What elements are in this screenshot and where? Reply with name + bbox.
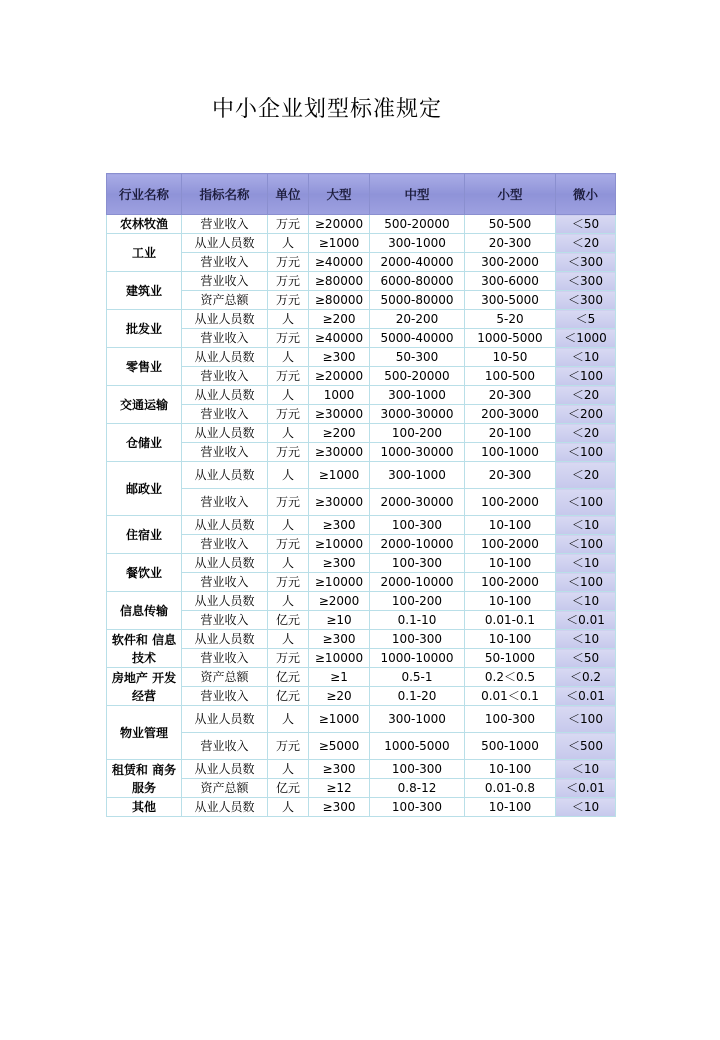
micro-cell: ＜20 [556,424,616,443]
small-cell: 100-1000 [465,443,556,462]
table-row [107,424,616,443]
medium-cell: 2000-40000 [370,253,465,272]
small-cell: 50-1000 [465,649,556,668]
unit-cell: 亿元 [268,687,309,706]
small-cell: 0.01＜0.1 [465,687,556,706]
unit-cell: 人 [268,310,309,329]
indicator-cell: 营业收入 [182,215,268,234]
unit-cell: 万元 [268,291,309,310]
medium-cell: 300-1000 [370,706,465,733]
medium-cell: 100-200 [370,424,465,443]
large-cell: ≥20000 [309,367,370,386]
micro-cell: ＜20 [556,234,616,253]
table-row [107,516,616,535]
unit-cell: 万元 [268,329,309,348]
indicator-cell: 营业收入 [182,367,268,386]
small-cell: 100-2000 [465,535,556,554]
unit-cell: 万元 [268,272,309,291]
micro-cell: ＜200 [556,405,616,424]
industry-name-cell: 餐饮业 [107,554,182,592]
large-cell: ≥10 [309,611,370,630]
table-row [107,687,616,706]
small-cell: 1000-5000 [465,329,556,348]
industry-name-cell: 信息传输 [107,592,182,630]
large-cell: ≥1000 [309,706,370,733]
micro-cell: ＜100 [556,489,616,516]
indicator-cell: 从业人员数 [182,592,268,611]
micro-cell: ＜500 [556,733,616,760]
industry-name-cell: 交通运输 [107,386,182,424]
micro-cell: ＜20 [556,386,616,405]
micro-cell: ＜0.2 [556,668,616,687]
indicator-cell: 从业人员数 [182,234,268,253]
medium-cell: 1000-5000 [370,733,465,760]
indicator-cell: 从业人员数 [182,348,268,367]
small-cell: 0.01-0.1 [465,611,556,630]
small-cell: 10-100 [465,592,556,611]
unit-cell: 人 [268,516,309,535]
industry-name-cell: 住宿业 [107,516,182,554]
small-cell: 0.2＜0.5 [465,668,556,687]
large-cell: ≥300 [309,348,370,367]
medium-cell: 300-1000 [370,386,465,405]
indicator-cell: 从业人员数 [182,424,268,443]
unit-cell: 人 [268,462,309,489]
unit-cell: 万元 [268,535,309,554]
table-row [107,405,616,424]
indicator-cell: 营业收入 [182,489,268,516]
unit-cell: 万元 [268,443,309,462]
header-row [107,174,616,215]
micro-cell: ＜100 [556,443,616,462]
small-cell: 10-100 [465,516,556,535]
industry-name-cell: 农林牧渔 [107,215,182,234]
table-row [107,798,616,817]
unit-cell: 人 [268,592,309,611]
unit-cell: 万元 [268,649,309,668]
medium-cell: 3000-30000 [370,405,465,424]
small-cell: 10-50 [465,348,556,367]
table-row [107,489,616,516]
micro-cell: ＜100 [556,573,616,592]
table-row [107,272,616,291]
unit-cell: 亿元 [268,779,309,798]
indicator-cell: 从业人员数 [182,310,268,329]
indicator-cell: 从业人员数 [182,516,268,535]
unit-cell: 人 [268,706,309,733]
indicator-cell: 营业收入 [182,443,268,462]
indicator-cell: 营业收入 [182,272,268,291]
table-row [107,462,616,489]
medium-cell: 2000-10000 [370,535,465,554]
indicator-cell: 营业收入 [182,253,268,272]
unit-cell: 人 [268,424,309,443]
medium-cell: 6000-80000 [370,272,465,291]
large-cell: ≥10000 [309,573,370,592]
indicator-cell: 营业收入 [182,687,268,706]
header-industry: 行业名称 [107,174,182,215]
small-cell: 300-5000 [465,291,556,310]
table-row [107,760,616,779]
table-row [107,535,616,554]
industry-name-cell: 邮政业 [107,462,182,516]
large-cell: ≥200 [309,424,370,443]
micro-cell: ＜5 [556,310,616,329]
large-cell: ≥40000 [309,253,370,272]
medium-cell: 0.1-10 [370,611,465,630]
large-cell: ≥300 [309,630,370,649]
header-large: 大型 [309,174,370,215]
header-small: 小型 [465,174,556,215]
table-row [107,779,616,798]
industry-name-cell: 其他 [107,798,182,817]
large-cell: ≥1 [309,668,370,687]
unit-cell: 万元 [268,367,309,386]
unit-cell: 万元 [268,733,309,760]
table-row [107,733,616,760]
micro-cell: ＜100 [556,367,616,386]
indicator-cell: 营业收入 [182,649,268,668]
micro-cell: ＜10 [556,592,616,611]
large-cell: ≥200 [309,310,370,329]
unit-cell: 亿元 [268,668,309,687]
large-cell: ≥2000 [309,592,370,611]
table-row [107,443,616,462]
micro-cell: ＜100 [556,535,616,554]
table-row [107,367,616,386]
table-row [107,611,616,630]
micro-cell: ＜10 [556,798,616,817]
small-cell: 20-300 [465,386,556,405]
medium-cell: 0.5-1 [370,668,465,687]
small-cell: 500-1000 [465,733,556,760]
small-cell: 5-20 [465,310,556,329]
medium-cell: 2000-30000 [370,489,465,516]
industry-name-cell: 工业 [107,234,182,272]
small-cell: 200-3000 [465,405,556,424]
indicator-cell: 营业收入 [182,733,268,760]
industry-name-cell: 批发业 [107,310,182,348]
medium-cell: 300-1000 [370,462,465,489]
medium-cell: 300-1000 [370,234,465,253]
indicator-cell: 资产总额 [182,668,268,687]
medium-cell: 100-300 [370,760,465,779]
large-cell: ≥10000 [309,649,370,668]
table-row [107,291,616,310]
medium-cell: 100-300 [370,554,465,573]
small-cell: 10-100 [465,760,556,779]
classification-table [106,173,616,817]
large-cell: ≥300 [309,798,370,817]
header-unit: 单位 [268,174,309,215]
table-row [107,215,616,234]
table-row [107,386,616,405]
indicator-cell: 从业人员数 [182,798,268,817]
industry-name-cell: 软件和 信息技术 [107,630,182,668]
page-title: 中小企业划型标准规定 [212,97,443,122]
large-cell: ≥80000 [309,272,370,291]
large-cell: ≥20000 [309,215,370,234]
small-cell: 50-500 [465,215,556,234]
large-cell: ≥1000 [309,234,370,253]
small-cell: 20-100 [465,424,556,443]
table-row [107,706,616,733]
medium-cell: 2000-10000 [370,573,465,592]
unit-cell: 万元 [268,489,309,516]
unit-cell: 人 [268,386,309,405]
small-cell: 0.01-0.8 [465,779,556,798]
table-row [107,329,616,348]
indicator-cell: 资产总额 [182,779,268,798]
medium-cell: 100-300 [370,798,465,817]
industry-name-cell: 房地产 开发经营 [107,668,182,706]
large-cell: ≥300 [309,554,370,573]
small-cell: 20-300 [465,234,556,253]
micro-cell: ＜10 [556,630,616,649]
small-cell: 10-100 [465,798,556,817]
medium-cell: 20-200 [370,310,465,329]
indicator-cell: 从业人员数 [182,706,268,733]
small-cell: 10-100 [465,554,556,573]
small-cell: 100-2000 [465,573,556,592]
large-cell: ≥30000 [309,405,370,424]
industry-name-cell: 零售业 [107,348,182,386]
large-cell: ≥30000 [309,443,370,462]
unit-cell: 万元 [268,573,309,592]
large-cell: ≥12 [309,779,370,798]
table-row [107,592,616,611]
indicator-cell: 从业人员数 [182,630,268,649]
table-row [107,573,616,592]
large-cell: ≥10000 [309,535,370,554]
large-cell: ≥80000 [309,291,370,310]
micro-cell: ＜100 [556,706,616,733]
medium-cell: 500-20000 [370,215,465,234]
table-row [107,668,616,687]
unit-cell: 人 [268,630,309,649]
table-row [107,554,616,573]
medium-cell: 5000-80000 [370,291,465,310]
small-cell: 20-300 [465,462,556,489]
indicator-cell: 营业收入 [182,611,268,630]
table-row [107,234,616,253]
micro-cell: ＜300 [556,272,616,291]
large-cell: ≥1000 [309,462,370,489]
medium-cell: 100-300 [370,630,465,649]
micro-cell: ＜0.01 [556,687,616,706]
medium-cell: 1000-30000 [370,443,465,462]
unit-cell: 人 [268,798,309,817]
header-medium: 中型 [370,174,465,215]
unit-cell: 万元 [268,215,309,234]
industry-name-cell: 建筑业 [107,272,182,310]
unit-cell: 人 [268,348,309,367]
table-row [107,348,616,367]
medium-cell: 100-200 [370,592,465,611]
unit-cell: 万元 [268,405,309,424]
industry-name-cell: 物业管理 [107,706,182,760]
industry-name-cell: 仓储业 [107,424,182,462]
large-cell: ≥300 [309,760,370,779]
indicator-cell: 从业人员数 [182,554,268,573]
micro-cell: ＜0.01 [556,779,616,798]
indicator-cell: 营业收入 [182,405,268,424]
table-row [107,253,616,272]
unit-cell: 人 [268,554,309,573]
large-cell: ≥20 [309,687,370,706]
medium-cell: 5000-40000 [370,329,465,348]
medium-cell: 500-20000 [370,367,465,386]
header-indicator: 指标名称 [182,174,268,215]
medium-cell: 0.8-12 [370,779,465,798]
micro-cell: ＜50 [556,649,616,668]
unit-cell: 万元 [268,253,309,272]
unit-cell: 人 [268,234,309,253]
indicator-cell: 营业收入 [182,573,268,592]
micro-cell: ＜10 [556,516,616,535]
small-cell: 100-500 [465,367,556,386]
micro-cell: ＜0.01 [556,611,616,630]
industry-name-cell: 租赁和 商务服务 [107,760,182,798]
medium-cell: 1000-10000 [370,649,465,668]
micro-cell: ＜300 [556,253,616,272]
medium-cell: 0.1-20 [370,687,465,706]
small-cell: 300-2000 [465,253,556,272]
medium-cell: 100-300 [370,516,465,535]
small-cell: 100-300 [465,706,556,733]
micro-cell: ＜300 [556,291,616,310]
table-row [107,630,616,649]
indicator-cell: 从业人员数 [182,760,268,779]
unit-cell: 亿元 [268,611,309,630]
large-cell: 1000 [309,386,370,405]
large-cell: ≥40000 [309,329,370,348]
large-cell: ≥300 [309,516,370,535]
small-cell: 100-2000 [465,489,556,516]
unit-cell: 人 [268,760,309,779]
large-cell: ≥5000 [309,733,370,760]
table-body [107,215,616,817]
small-cell: 300-6000 [465,272,556,291]
indicator-cell: 资产总额 [182,291,268,310]
indicator-cell: 营业收入 [182,329,268,348]
table-row [107,649,616,668]
table-row [107,310,616,329]
small-cell: 10-100 [465,630,556,649]
micro-cell: ＜10 [556,554,616,573]
indicator-cell: 从业人员数 [182,462,268,489]
micro-cell: ＜50 [556,215,616,234]
micro-cell: ＜10 [556,348,616,367]
indicator-cell: 营业收入 [182,535,268,554]
micro-cell: ＜1000 [556,329,616,348]
micro-cell: ＜20 [556,462,616,489]
medium-cell: 50-300 [370,348,465,367]
micro-cell: ＜10 [556,760,616,779]
large-cell: ≥30000 [309,489,370,516]
indicator-cell: 从业人员数 [182,386,268,405]
header-micro: 微小 [556,174,616,215]
